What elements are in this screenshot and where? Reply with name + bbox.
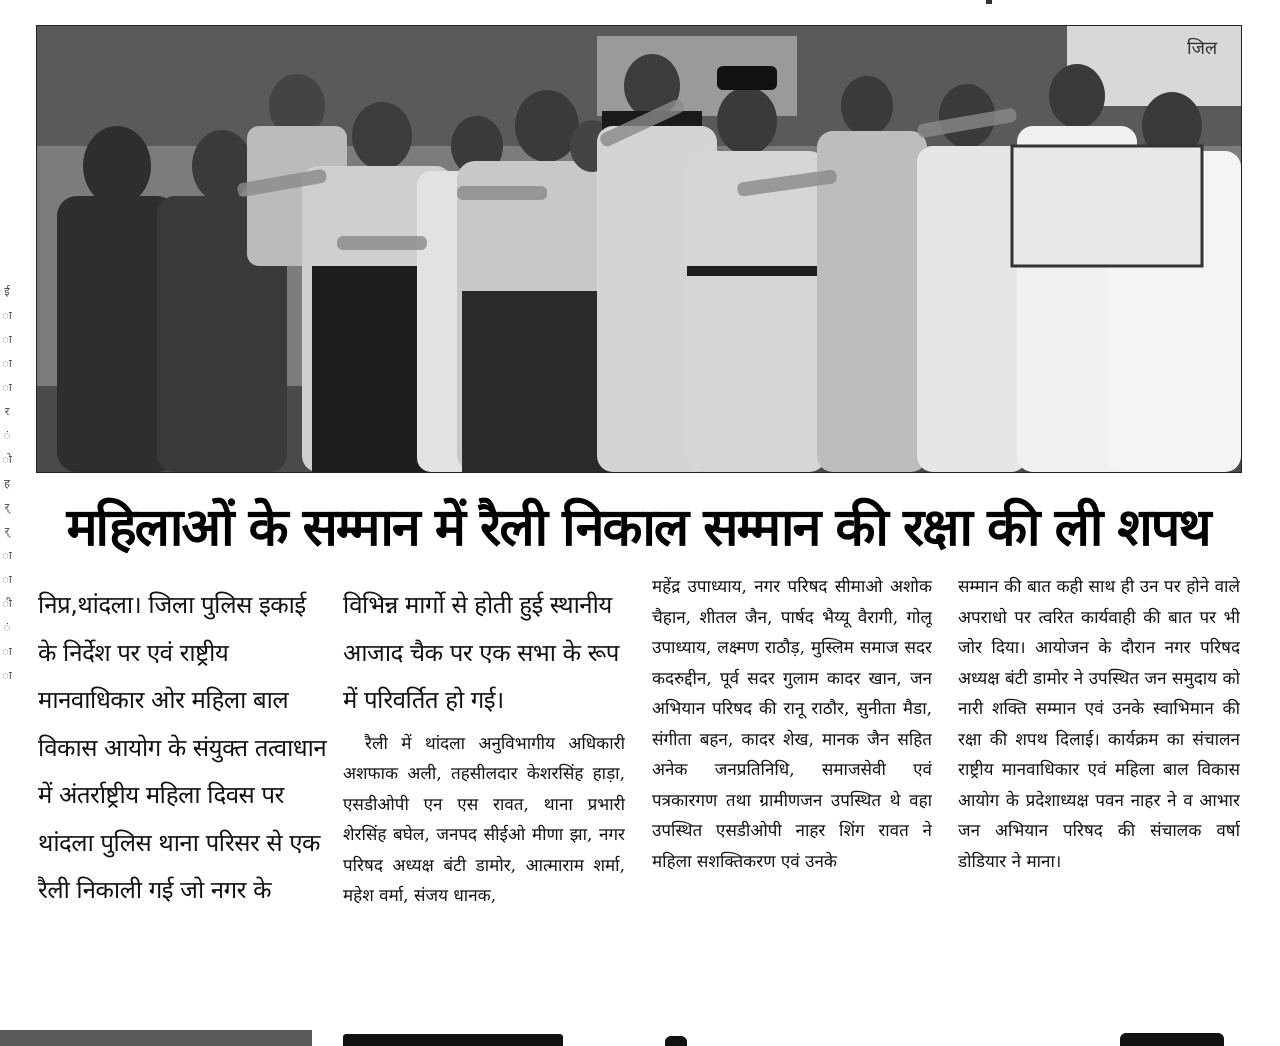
- column-2-lead-text: विभिन्न मार्गो से होती हुई स्थानीय आजाद चैक पर एक सभा के रूप में परिवर्तित हो गई।: [343, 591, 619, 714]
- margin-glyph: ा: [2, 309, 12, 322]
- photo-sign-text: जिल: [1187, 38, 1218, 59]
- margin-glyph: ा: [2, 381, 12, 394]
- news-photo: [36, 25, 1242, 473]
- article-column-4: [958, 572, 1240, 992]
- margin-glyph: ा: [2, 357, 12, 370]
- photo-illustration: [37, 26, 1241, 472]
- margin-glyph: ा: [2, 645, 12, 658]
- column-3-text: महेंद्र उपाध्याय, नगर परिषद सीमाओ अशोक चैहान, शीतल जैन, पार्षद भैय्यू वैरागी, गोलू उपाध्याय, लक्ष्मण राठौड़, मुस्लिम समाज सदर कदरुद्दीन, पूर्व सदर गुलाम कादर खान, जन अभियान परिषद की रानू राठौर, सुनीता मैडा, संगीता बहन, कादर शेख, मानक जैन सहित अनेक जनप्रतिनिधि, समाजसेवी एवं पत्रकारगण तथा ग्रामीणजन उपस्थित थे वहा उपस्थित एसडीओपी नाहर शिंग रावत ने महिला सशक्तिकरण एवं उनके: [652, 577, 932, 872]
- article-column-2: [343, 582, 625, 1002]
- page-edge-mark: [986, 0, 992, 4]
- margin-glyph: ई: [4, 285, 10, 298]
- next-story-photo: [0, 1030, 312, 1046]
- adjacent-column-fragment: [0, 280, 14, 970]
- article-column-1: [38, 582, 328, 1002]
- next-story-fragment: [665, 1036, 687, 1046]
- column-1-text: निप्र,थांदला। जिला पुलिस इकाई के निर्देश पर एवं राष्ट्रीय मानवाधिकार ओर महिला बाल विकास आयोग के संयुक्त तत्वाधान में अंतर्राष्ट्रीय महिला दिवस पर थांदला पुलिस थाना परिसर से एक रैली निकाली गई जो नगर के: [38, 591, 327, 904]
- column-2-body: [343, 729, 625, 912]
- column-2-body-text: रैली में थांदला अनुविभागीय अधिकारी अशफाक अली, तहसीलदार केशरसिंह हाड़ा, एसडीओपी एन एस रावत, थाना प्रभारी शेरसिंह बघेल, जनपद सीईओ मीणा झा, नगर परिषद अध्यक्ष बंटी डामोर, आत्माराम शर्मा, महेश वर्मा, संजय धानक,: [343, 733, 625, 906]
- margin-glyph: ी: [2, 597, 12, 610]
- margin-glyph: ा: [2, 669, 12, 682]
- margin-glyph: र: [4, 405, 10, 418]
- next-story-fragment: [1120, 1033, 1224, 1046]
- margin-glyph: ा: [2, 549, 12, 562]
- margin-glyph: र्: [4, 501, 10, 514]
- margin-glyph: ा: [2, 573, 12, 586]
- margin-glyph: ो: [2, 453, 12, 466]
- next-story-headline-fragment: [343, 1034, 563, 1046]
- margin-glyph: ा: [2, 333, 12, 346]
- margin-glyph: ं: [3, 429, 11, 442]
- margin-glyph: ं: [3, 621, 11, 634]
- margin-glyph: ह: [4, 477, 10, 490]
- column-4-text: सम्मान की बात कही साथ ही उन पर होने वाले अपराधो पर त्वरित कार्यवाही की बात पर भी जोर दिया। आयोजन के दौरान नगर परिषद अध्यक्ष बंटी डामोर ने उपस्थित जन समुदाय को नारी शक्ति सम्मान एवं उनके स्वाभिमान की रक्षा की शपथ दिलाई। कार्यक्रम का संचालन राष्ट्रीय मानवाधिकार एवं महिला बाल विकास आयोग के प्रदेशाध्यक्ष पवन नाहर ने व आभार जन अभियान परिषद की संचालक वर्षा डोडियार ने माना।: [958, 577, 1240, 872]
- margin-glyph: र्: [4, 525, 10, 538]
- article-column-3: [652, 572, 932, 992]
- headline: महिलाओं के सम्मान में रैली निकाल सम्मान की रक्षा की ली शपथ: [66, 498, 1210, 558]
